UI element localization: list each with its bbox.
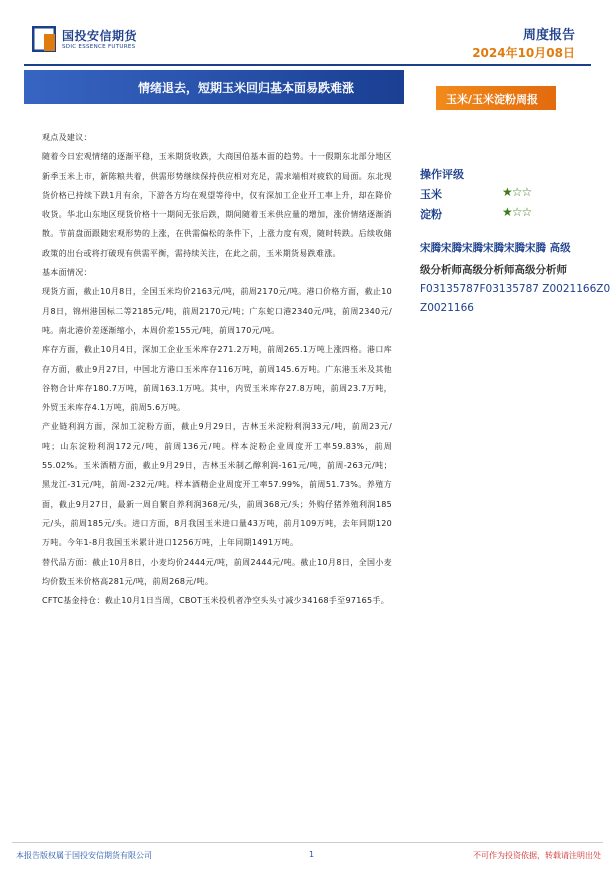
report-title: 情绪退去，短期玉米回归基本面易跌难涨 <box>138 81 355 95</box>
cftc-paragraph: CFTC基金持仓：截止10月1日当周，CBOT玉米投机者净空头头寸减少34168手至97165手。 <box>42 596 390 606</box>
viewpoint-text: 随着今日宏观情绪的逐渐平稳，玉米期货收跌，大商国伯基本面的趋势。十一假期东北部分地区新季玉米上市，新陈粮共着，供需形势继续保持供应相对充足，需求端相对疲软的局面。东北现货价格已持续下跌1月有余，下游各方均在观望等待中，仅有深加工企业开工率上升，却在降价收货。华北山东地区现货价格十一期间无张后跌，期间随着玉米供应量的增加，涨价情绪逐渐消散。节前盘面跟随宏观形势的上涨，在供需偏松的条件下，上涨力度有观，随时转跌。后续收储政策的出台或将打破现有供需平衡，需持续关注，在此之前，玉米期货易跌难涨。 <box>42 152 392 258</box>
company-logo <box>32 24 152 56</box>
rating-title: 操作评级 <box>420 168 464 181</box>
title-banner <box>24 70 404 104</box>
header-divider <box>24 64 591 66</box>
report-body <box>42 128 392 610</box>
rating-name: 玉米 <box>420 188 442 201</box>
report-date: 2024年10月08日 <box>472 46 575 60</box>
page-number: 1 <box>309 850 315 859</box>
footer-disclaimer: 不可作为投资依据，转载请注明出处 <box>473 851 601 860</box>
inventory-paragraph: 库存方面，截止10月4日，深加工企业玉米库存271.2万吨，前周265.1万吨上涨四格。港口库存方面，截止9月27日，中国北方港口玉米库存116万吨，前周145.6万吨。广东港玉米及其他谷物合计库存180.7万吨，前周163.1万吨。其中，内贸玉米库存27.8万吨，前周23.7万吨，外贸玉米库存4.1万吨，前周5.6万吨。 <box>42 345 392 413</box>
analyst-names: 宋腾宋腾宋腾宋腾宋腾宋腾 高级 <box>420 242 571 254</box>
fundamentals-heading: 基本面情况： <box>42 268 92 278</box>
logo-english-name: SDIC ESSENCE FUTURES <box>62 44 136 50</box>
footer-copyright: 本报告版权属于国投安信期货有限公司 <box>16 851 152 860</box>
profit-paragraph: 产业链利润方面，深加工淀粉方面，截止9月29日，吉林玉米淀粉利润33元/吨，前周23元/吨；山东淀粉利润172元/吨，前周136元/吨。样本淀粉企业周度开工率59.83%，前周55.02%。玉米酒精方面，截止9月29日，吉林玉米制乙醇利润-161元/吨，前周-263元/吨；黑龙江-31元/吨，前周-232元/吨。样本酒精企业周度开工率57.99%，前周51.73%。养殖方面，截止9月27日，最新一周自繁自养利润368元/头，前周368元/头；外购仔猪养殖利润185元/头，前周185元/头。进口方面，8月我国玉米进口量43万吨，前月109万吨，去年同期120万吨。今年1-8月我国玉米累计进口1256万吨，上年同期1491万吨。 <box>42 422 392 548</box>
star-rating-icon: ★☆☆ <box>502 205 532 219</box>
analyst-license-codes-cont: Z0021166 <box>420 302 474 314</box>
star-rating-icon: ★☆☆ <box>502 185 532 199</box>
substitute-paragraph: 替代品方面：截止10月8日，小麦均价2444元/吨，前周2444元/吨。截止10月8日，全国小麦均价数玉米价格高281元/吨，前周268元/吨。 <box>42 557 392 586</box>
viewpoint-heading: 观点及建议： <box>42 133 92 142</box>
analyst-titles: 级分析师高级分析师高级分析师 <box>420 264 567 276</box>
report-type: 周度报告 <box>522 28 575 43</box>
logo-name: 国投安信期货 <box>62 29 138 43</box>
rating-name: 淀粉 <box>420 208 442 221</box>
category-tag <box>436 86 556 110</box>
spot-paragraph: 现货方面，截止10月8日，全国玉米均价2163元/吨，前周2170元/吨。港口价格方面，截止10月8日，锦州港国标二等2185元/吨，前周2170元/吨；广东蛇口港2340元/吨，前周2340元/吨。南北港价差逐渐缩小，本周价差155元/吨，前周170元/吨。 <box>42 287 392 335</box>
category-tag-label: 玉米/玉米淀粉周报 <box>446 93 539 106</box>
logo-mark-icon <box>32 26 56 52</box>
analyst-license-codes: F03135787F03135787 Z0021166Z0 <box>420 283 611 295</box>
footer-divider <box>12 842 603 843</box>
